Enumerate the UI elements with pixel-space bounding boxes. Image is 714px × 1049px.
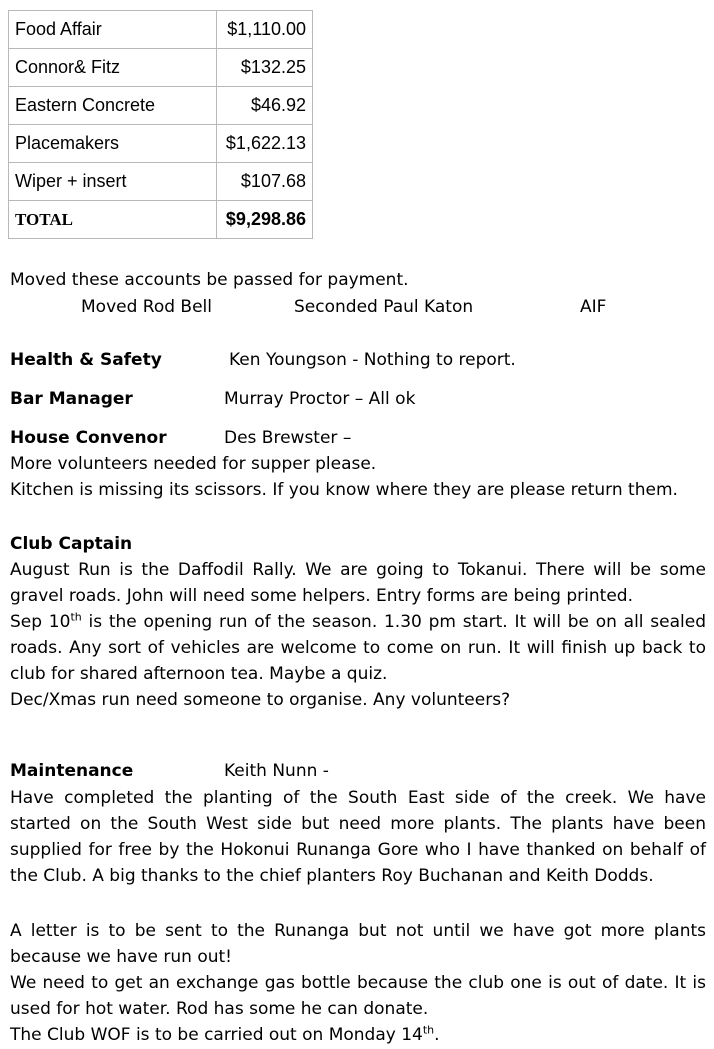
table-row [9, 87, 313, 125]
total-row [9, 201, 313, 239]
table-row [9, 11, 313, 49]
table-row [9, 125, 313, 163]
health-safety-heading: Health & Safety [10, 350, 162, 370]
account-name: Eastern Concrete [9, 87, 217, 125]
motion-text: Moved these accounts be passed for payment. [10, 270, 409, 290]
total-amount: $9,298.86 [217, 201, 313, 239]
account-amount: $1,110.00 [217, 11, 313, 49]
maintenance-paragraph: We need to get an exchange gas bottle because the club one is out of date. It is used for hot water. Rod has some he can donate. [10, 973, 706, 1019]
account-amount: $132.25 [217, 49, 313, 87]
wof-date-ordinal: th [422, 1023, 435, 1037]
account-name: Placemakers [9, 125, 217, 163]
club-captain-paragraph: August Run is the Daffodil Rally. We are going to Tokanui. There will be some gravel roads. John will need some helpers. Entry forms are being printed. [10, 560, 706, 606]
account-name: Food Affair [9, 11, 217, 49]
house-convenor-heading: House Convenor [10, 428, 167, 448]
motion-result: AIF [580, 297, 607, 317]
run-date: Sep 10 [10, 612, 71, 632]
total-label: TOTAL [9, 201, 217, 239]
bar-manager-heading: Bar Manager [10, 389, 133, 409]
wof-text: The Club WOF is to be carried out on Monday 14 [10, 1025, 423, 1045]
maintenance-heading: Maintenance [10, 761, 134, 781]
house-convenor-name: Des Brewster – [224, 428, 352, 448]
table-row [9, 49, 313, 87]
house-convenor-line: More volunteers needed for supper please. [10, 454, 377, 474]
account-name: Wiper + insert [9, 163, 217, 201]
run-details: is the opening run of the season. 1.30 pm start. It will be on all sealed roads. Any sort of vehicles are welcome to come on run. It will finish up back to club for shared afternoon tea. Maybe a quiz. [10, 612, 706, 684]
club-captain-paragraph [10, 609, 706, 687]
moved-by: Moved Rod Bell [81, 297, 212, 317]
table-row [9, 163, 313, 201]
run-date-ordinal: th [70, 610, 82, 624]
account-name: Connor& Fitz [9, 49, 217, 87]
house-convenor-line: Kitchen is missing its scissors. If you know where they are please return them. [10, 480, 678, 500]
maintenance-paragraph: A letter is to be sent to the Runanga but not until we have got more plants because we have run out! [10, 921, 706, 967]
maintenance-name: Keith Nunn - [224, 761, 329, 781]
maintenance-paragraph: Have completed the planting of the South East side of the creek. We have started on the South West side but need more plants. The plants have been supplied for free by the Hokonui Runanga Gore who I have thanked on behalf of the Club. A big thanks to the chief planters Roy Buchanan and Keith Dodds. [10, 788, 706, 886]
account-amount: $107.68 [217, 163, 313, 201]
account-amount: $1,622.13 [217, 125, 313, 163]
club-captain-heading: Club Captain [10, 534, 133, 554]
accounts-table [8, 10, 313, 239]
seconded-by: Seconded Paul Katon [294, 297, 474, 317]
bar-manager-report: Murray Proctor – All ok [224, 389, 416, 409]
health-safety-report: Ken Youngson - Nothing to report. [229, 350, 516, 370]
account-amount: $46.92 [217, 87, 313, 125]
wof-end: . [434, 1025, 440, 1045]
club-captain-paragraph: Dec/Xmas run need someone to organise. Any volunteers? [10, 690, 511, 710]
maintenance-paragraph [10, 1022, 440, 1048]
